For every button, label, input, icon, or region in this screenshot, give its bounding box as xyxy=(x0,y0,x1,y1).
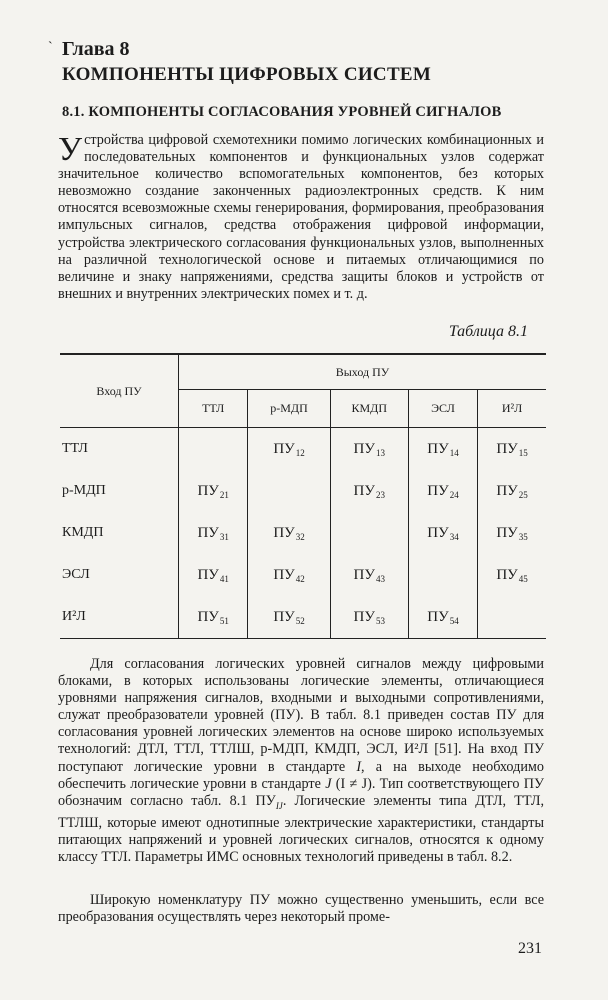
table-cell: $ПУ_{24}$ xyxy=(408,470,477,512)
table-caption: Таблица 8.1 xyxy=(448,323,528,340)
intro-paragraph-text: стройства цифровой схемотехники помимо логических комбинационных и последовательных компонентов и функциональных узлов содержат значительное количество вспомогательных компонентов, без которых невозможно создание законченных радиоэлектронных средств. К ним относятся всевозможные схемы генерирования, формирования, преобразования импульсных сигналов, средства отображения цифровой информации, устройства электрического согласования функциональных узлов, выполненных на различной технологической основе и питаемых отличающимися по величине и знаку напряжениями, средства защиты блоков и устройств от внешних и внутренних электрических помех и т. д. xyxy=(58,132,544,302)
table-row xyxy=(60,596,546,639)
table-cell-empty xyxy=(408,554,477,596)
table-cell: $ПУ_{15}$ xyxy=(478,428,546,471)
section-title: 8.1. КОМПОНЕНТЫ СОГЛАСОВАНИЯ УРОВНЕЙ СИГНАЛОВ xyxy=(62,104,502,120)
table-row xyxy=(60,470,546,512)
table-cell-empty xyxy=(248,470,330,512)
table-cell: $ПУ_{14}$ xyxy=(408,428,477,471)
table-input-header: Вход ПУ xyxy=(60,354,179,428)
table-row-label: ТТЛ xyxy=(60,428,179,471)
table-row xyxy=(60,428,546,471)
chapter-title: КОМПОНЕНТЫ ЦИФРОВЫХ СИСТЕМ xyxy=(62,64,432,85)
table-cell: $ПУ_{12}$ xyxy=(248,428,330,471)
table-cell: $ПУ_{23}$ xyxy=(330,470,408,512)
table-cell: $ПУ_{52}$ xyxy=(248,596,330,639)
table-cell: $ПУ_{54}$ xyxy=(408,596,477,639)
table-cell: $ПУ_{31}$ xyxy=(179,512,248,554)
table-row-label: И²Л xyxy=(60,596,179,639)
table-row xyxy=(60,512,546,554)
table-cell: $ПУ_{25}$ xyxy=(478,470,546,512)
table-row xyxy=(60,554,546,596)
table-cell-empty xyxy=(179,428,248,471)
converter-table xyxy=(60,353,546,639)
table-column-header: р-МДП xyxy=(248,390,330,428)
table-cell: $ПУ_{13}$ xyxy=(330,428,408,471)
table-cell: $ПУ_{53}$ xyxy=(330,596,408,639)
table-output-header: Выход ПУ xyxy=(179,354,547,390)
table-cell: $ПУ_{34}$ xyxy=(408,512,477,554)
table-cell-empty xyxy=(478,596,546,639)
table-cell: $ПУ_{41}$ xyxy=(179,554,248,596)
table-cell-empty xyxy=(330,512,408,554)
stray-mark: ˋ xyxy=(48,40,53,55)
table-cell: $ПУ_{45}$ xyxy=(478,554,546,596)
table-column-header: ТТЛ xyxy=(179,390,248,428)
table-row-label: р-МДП xyxy=(60,470,179,512)
table-cell: $ПУ_{43}$ xyxy=(330,554,408,596)
body-paragraph: Широкую номенклатуру ПУ можно существенно уменьшить, если все преобразования осуществлять через некоторый проме- xyxy=(58,892,544,926)
table-cell: $ПУ_{51}$ xyxy=(179,596,248,639)
table-column-header: И²Л xyxy=(478,390,546,428)
table-cell: $ПУ_{35}$ xyxy=(478,512,546,554)
chapter-label: Глава 8 xyxy=(62,38,130,60)
drop-cap: У xyxy=(58,131,83,168)
table-column-header: ЭСЛ xyxy=(408,390,477,428)
table-column-header: КМДП xyxy=(330,390,408,428)
table-cell: $ПУ_{21}$ xyxy=(179,470,248,512)
table-row-label: КМДП xyxy=(60,512,179,554)
body-paragraph: Для согласования логических уровней сигналов между цифровыми блоками, в которых использованы логические элементы, отличающиеся уровнями напряжения сигналов, входными и выходными сопротивлениями, служат преобразователи уровней (ПУ). В табл. 8.1 приведен состав ПУ для согласования уровней логических элементов на основе широко используемых технологий: ДТЛ, ТТЛ, ТТЛШ, р-МДП, КМДП, ЭСЛ, И²Л [51]. На вход ПУ поступают логические уровни в стандарте I, а на выходе необходимо обеспечить логические уровни в стандарте J (I ≠ J). Тип соответствующего ПУ обозначим согласно табл. 8.1 $ПУ_{IJ}$. Логические элементы типа ДТЛ, ТТЛ, ТТЛШ, которые имеют однотипные электрические характеристики, стандарты питающих напряжений и уровней логических сигналов, относятся к одному классу ТТЛ. Параметры ИМС основных технологий приведены в табл. 8.2. xyxy=(58,656,545,865)
table-row-label: ЭСЛ xyxy=(60,554,179,596)
table-cell: $ПУ_{42}$ xyxy=(248,554,330,596)
table-cell: $ПУ_{32}$ xyxy=(248,512,330,554)
page-number: 231 xyxy=(518,940,542,957)
intro-paragraph xyxy=(58,132,544,303)
